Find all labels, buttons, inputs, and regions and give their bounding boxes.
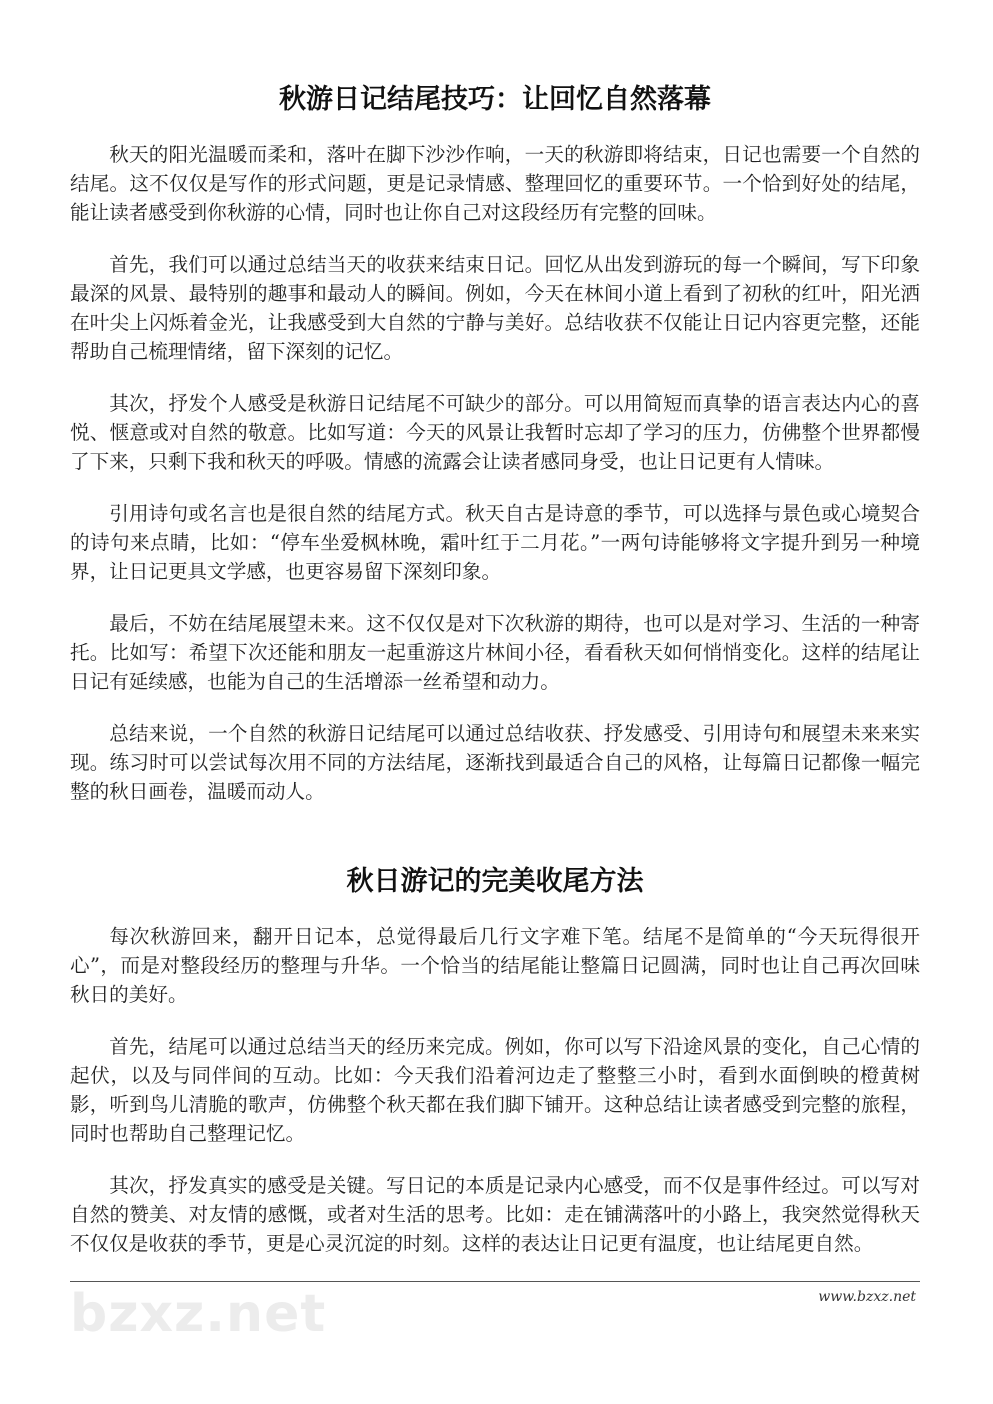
paragraph: 每次秋游回来，翻开日记本，总觉得最后几行文字难下笔。结尾不是简单的“今天玩得很开心”，而是对整段经历的整理与升华。一个恰当的结尾能让整篇日记圆满，同时也让自己再次回味秋日的美好。 <box>70 925 920 1006</box>
watermark: bzxz.net <box>70 1284 327 1344</box>
paragraph: 秋天的阳光温暖而柔和，落叶在脚下沙沙作响，一天的秋游即将结束，日记也需要一个自然的结尾。这不仅仅是写作的形式问题，更是记录情感、整理回忆的重要环节。一个恰到好处的结尾，能让读者感受到你秋游的心情，同时也让你自己对这段经历有完整的回味。 <box>70 143 920 224</box>
article-1-title: 秋游日记结尾技巧：让回忆自然落幕 <box>279 84 711 115</box>
article-1 <box>70 80 920 806</box>
paragraph: 其次，抒发个人感受是秋游日记结尾不可缺少的部分。可以用简短而真挚的语言表达内心的喜悦、惬意或对自然的敬意。比如写道：今天的风景让我暂时忘却了学习的压力，仿佛整个世界都慢了下来，只剩下我和秋天的呼吸。情感的流露会让读者感同身受，也让日记更有人情味。 <box>70 392 920 473</box>
paragraph: 其次，抒发真实的感受是关键。写日记的本质是记录内心感受，而不仅是事件经过。可以写对自然的赞美、对友情的感慨，或者对生活的思考。比如：走在铺满落叶的小路上，我突然觉得秋天不仅仅是收获的季节，更是心灵沉淀的时刻。这样的表达让日记更有温度，也让结尾更自然。 <box>70 1174 920 1255</box>
paragraph: 最后，不妨在结尾展望未来。这不仅仅是对下次秋游的期待，也可以是对学习、生活的一种寄托。比如写：希望下次还能和朋友一起重游这片林间小径，看看秋天如何悄悄变化。这样的结尾让日记有延续感，也能为自己的生活增添一丝希望和动力。 <box>70 612 920 693</box>
paragraph: 引用诗句或名言也是很自然的结尾方式。秋天自古是诗意的季节，可以选择与景色或心境契合的诗句来点睛，比如：“停车坐爱枫林晚，霜叶红于二月花。”一两句诗能够将文字提升到另一种境界，让日记更具文学感，也更容易留下深刻印象。 <box>70 502 920 583</box>
paragraph: 总结来说，一个自然的秋游日记结尾可以通过总结收获、抒发感受、引用诗句和展望未来来实现。练习时可以尝试每次用不同的方法结尾，逐渐找到最适合自己的风格，让每篇日记都像一幅完整的秋日画卷，温暖而动人。 <box>70 722 920 803</box>
paragraph: 首先，我们可以通过总结当天的收获来结束日记。回忆从出发到游玩的每一个瞬间，写下印象最深的风景、最特别的趣事和最动人的瞬间。例如，今天在林间小道上看到了初秋的红叶，阳光洒在叶尖上闪烁着金光，让我感受到大自然的宁静与美好。总结收获不仅能让日记内容更完整，还能帮助自己梳理情绪，留下深刻的记忆。 <box>70 253 920 363</box>
footer-url: www.bzxz.net <box>818 1289 916 1305</box>
article-2 <box>70 862 920 1258</box>
footer-divider <box>70 1281 920 1352</box>
paragraph: 首先，结尾可以通过总结当天的经历来完成。例如，你可以写下沿途风景的变化，自己心情的起伏，以及与同伴间的互动。比如：今天我们沿着河边走了整整三小时，看到水面倒映的橙黄树影，听到鸟儿清脆的歌声，仿佛整个秋天都在我们脚下铺开。这种总结让读者感受到完整的旅程，同时也帮助自己整理记忆。 <box>70 1035 920 1145</box>
article-2-title: 秋日游记的完美收尾方法 <box>346 866 644 897</box>
